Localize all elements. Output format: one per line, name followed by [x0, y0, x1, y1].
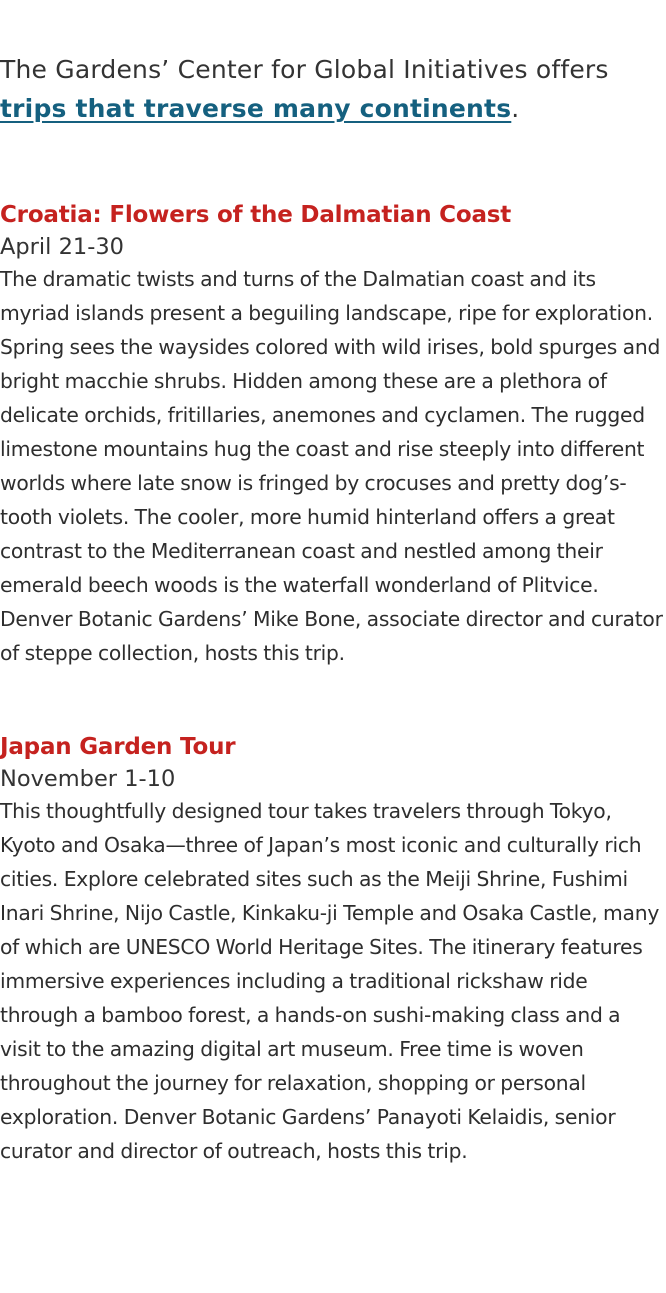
trip-croatia	[0, 200, 664, 670]
trips-link[interactable]: trips that traverse many continents	[0, 94, 512, 123]
intro-text: The Gardens’ Center for Global Initiatives offers	[0, 55, 609, 84]
trip-japan	[0, 732, 664, 1168]
intro-period: .	[511, 94, 520, 123]
intro-paragraph	[0, 50, 640, 128]
trip-description: The dramatic twists and turns of the Dalmatian coast and its myriad islands present a beguiling landscape, ripe for exploration. Spring sees the waysides colored with wild irises, bold spurges and bright macchie shrubs. Hidden among these are a plethora of delicate orchids, fritillaries, anemones and cyclamen. The rugged limestone mountains hug the coast and rise steeply into different worlds where late snow is fringed by crocuses and pretty dog’s-tooth violets. The cooler, more humid hinterland offers a great contrast to the Mediterranean coast and nestled among their emerald beech woods is the waterfall wonderland of Plitvice. Denver Botanic Gardens’ Mike Bone, associate director and curator of steppe collection, hosts this trip.	[0, 267, 663, 665]
trip-dates: November 1-10	[0, 766, 176, 792]
trip-description: This thoughtfully designed tour takes travelers through Tokyo, Kyoto and Osaka—three of Japan’s most iconic and culturally rich cities. Explore celebrated sites such as the Meiji Shrine, Fushimi Inari Shrine, Nijo Castle, Kinkaku-ji Temple and Osaka Castle, many of which are UNESCO World Heritage Sites. The itinerary features immersive experiences including a traditional rickshaw ride through a bamboo forest, a hands-on sushi-making class and a visit to the amazing digital art museum. Free time is woven throughout the journey for relaxation, shopping or personal exploration. Denver Botanic Gardens’ Panayoti Kelaidis, senior curator and director of outreach, hosts this trip.	[0, 799, 660, 1163]
trip-title: Croatia: Flowers of the Dalmatian Coast	[0, 202, 512, 228]
trip-title: Japan Garden Tour	[0, 734, 236, 760]
trip-dates: April 21-30	[0, 234, 124, 260]
